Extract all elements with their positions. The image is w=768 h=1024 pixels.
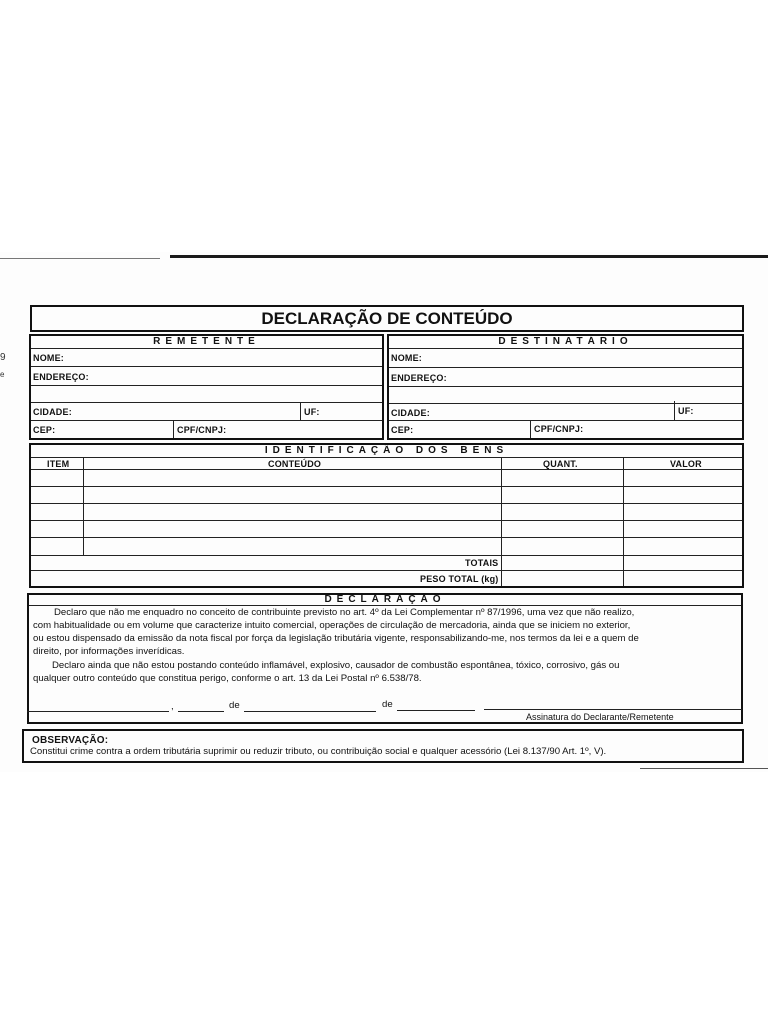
divider — [389, 420, 742, 421]
remetente-uf-label: UF: — [304, 407, 320, 417]
comma-text: , — [171, 701, 174, 712]
divider — [31, 457, 742, 458]
margin-mark: e — [0, 370, 5, 379]
divider — [501, 457, 502, 586]
destinatario-nome-label: NOME: — [391, 353, 422, 363]
divider — [31, 348, 382, 349]
declaracao-line: ou estou dispensado da emissão da nota fiscal por força da legislação tributária vigente, responsabilizando-me, nos termos da lei e a quem de — [33, 633, 639, 644]
bens-box — [29, 443, 744, 588]
divider — [623, 457, 624, 586]
remetente-cidade-label: CIDADE: — [33, 407, 72, 417]
divider — [300, 402, 301, 420]
destinatario-uf-label: UF: — [678, 406, 694, 416]
destinatario-cep-label: CEP: — [391, 425, 414, 435]
form-title: DECLARAÇÃO DE CONTEÚDO — [261, 309, 513, 328]
place-field[interactable] — [27, 711, 169, 712]
divider — [674, 401, 675, 420]
page-edge-line-left — [0, 258, 160, 259]
declaracao-line: Declaro ainda que não estou postando conteúdo inflamável, explosivo, causador de combustão espontânea, tóxico, corrosivo, gás ou — [52, 660, 620, 671]
day-field[interactable] — [178, 711, 224, 712]
divider — [389, 367, 742, 368]
destinatario-cidade-label: CIDADE: — [391, 408, 430, 418]
divider — [31, 366, 382, 367]
table-row — [31, 520, 742, 521]
de-text: de — [229, 700, 240, 711]
declaracao-line: direito, por informações inverídicas. — [33, 646, 185, 657]
col-item: ITEM — [47, 459, 70, 469]
divider — [389, 403, 742, 404]
remetente-nome-label: NOME: — [33, 353, 64, 363]
remetente-cep-label: CEP: — [33, 425, 56, 435]
observacao-heading: OBSERVAÇÃO: — [32, 735, 109, 746]
divider — [31, 402, 382, 403]
table-row — [31, 503, 742, 504]
signature-label: Assinatura do Declarante/Remetente — [526, 712, 674, 722]
de-text: de — [382, 699, 393, 710]
destinatario-cpf-label: CPF/CNPJ: — [534, 424, 584, 434]
margin-mark: 9 — [0, 352, 6, 363]
declaracao-line: Declaro que não me enquadro no conceito de contribuinte previsto no art. 4º da Lei Complementar nº 87/1996, uma vez que não realizo, — [54, 607, 635, 618]
col-conteudo: CONTEÚDO — [268, 459, 322, 469]
divider — [530, 420, 531, 438]
divider — [83, 457, 84, 556]
col-quant: QUANT. — [543, 459, 578, 469]
table-row — [31, 537, 742, 538]
declaracao-heading: DECLARAÇÃO — [324, 594, 446, 605]
table-row — [31, 555, 742, 556]
destinatario-endereco-label: ENDEREÇO: — [391, 373, 447, 383]
declaracao-line: com habitualidade ou em volume que caracterize intuito comercial, operações de circulação de mercadoria, ainda que se iniciem no exterior, — [33, 620, 631, 631]
observacao-text: Constitui crime contra a ordem tributária suprimir ou reduzir tributo, ou contribuição social e qualquer acessório (Lei 8.137/90 Art. 1º, V). — [30, 746, 607, 757]
destinatario-heading: DESTINATÁRIO — [498, 336, 633, 347]
remetente-cpf-label: CPF/CNPJ: — [177, 425, 227, 435]
remetente-heading: REMETENTE — [153, 336, 260, 347]
declaracao-line: qualquer outro conteúdo que constitua perigo, conforme o art. 13 da Lei Postal nº 6.538/78. — [33, 673, 422, 684]
bottom-edge-line — [640, 768, 768, 769]
totais-label: TOTAIS — [465, 558, 499, 568]
divider — [31, 469, 742, 470]
divider — [173, 420, 174, 438]
divider — [29, 605, 741, 606]
table-row — [31, 486, 742, 487]
divider — [31, 385, 382, 386]
remetente-endereco-label: ENDEREÇO: — [33, 372, 89, 382]
col-valor: VALOR — [670, 459, 702, 469]
divider — [31, 420, 382, 421]
signature-field[interactable] — [484, 709, 742, 710]
divider — [389, 386, 742, 387]
year-field[interactable] — [397, 710, 475, 711]
month-field[interactable] — [244, 711, 376, 712]
divider — [389, 348, 742, 349]
peso-total-label: PESO TOTAL (kg) — [420, 574, 499, 584]
divider — [31, 570, 742, 571]
page-edge-line — [170, 255, 768, 258]
bens-heading: IDENTIFICAÇÃO DOS BENS — [264, 445, 509, 456]
